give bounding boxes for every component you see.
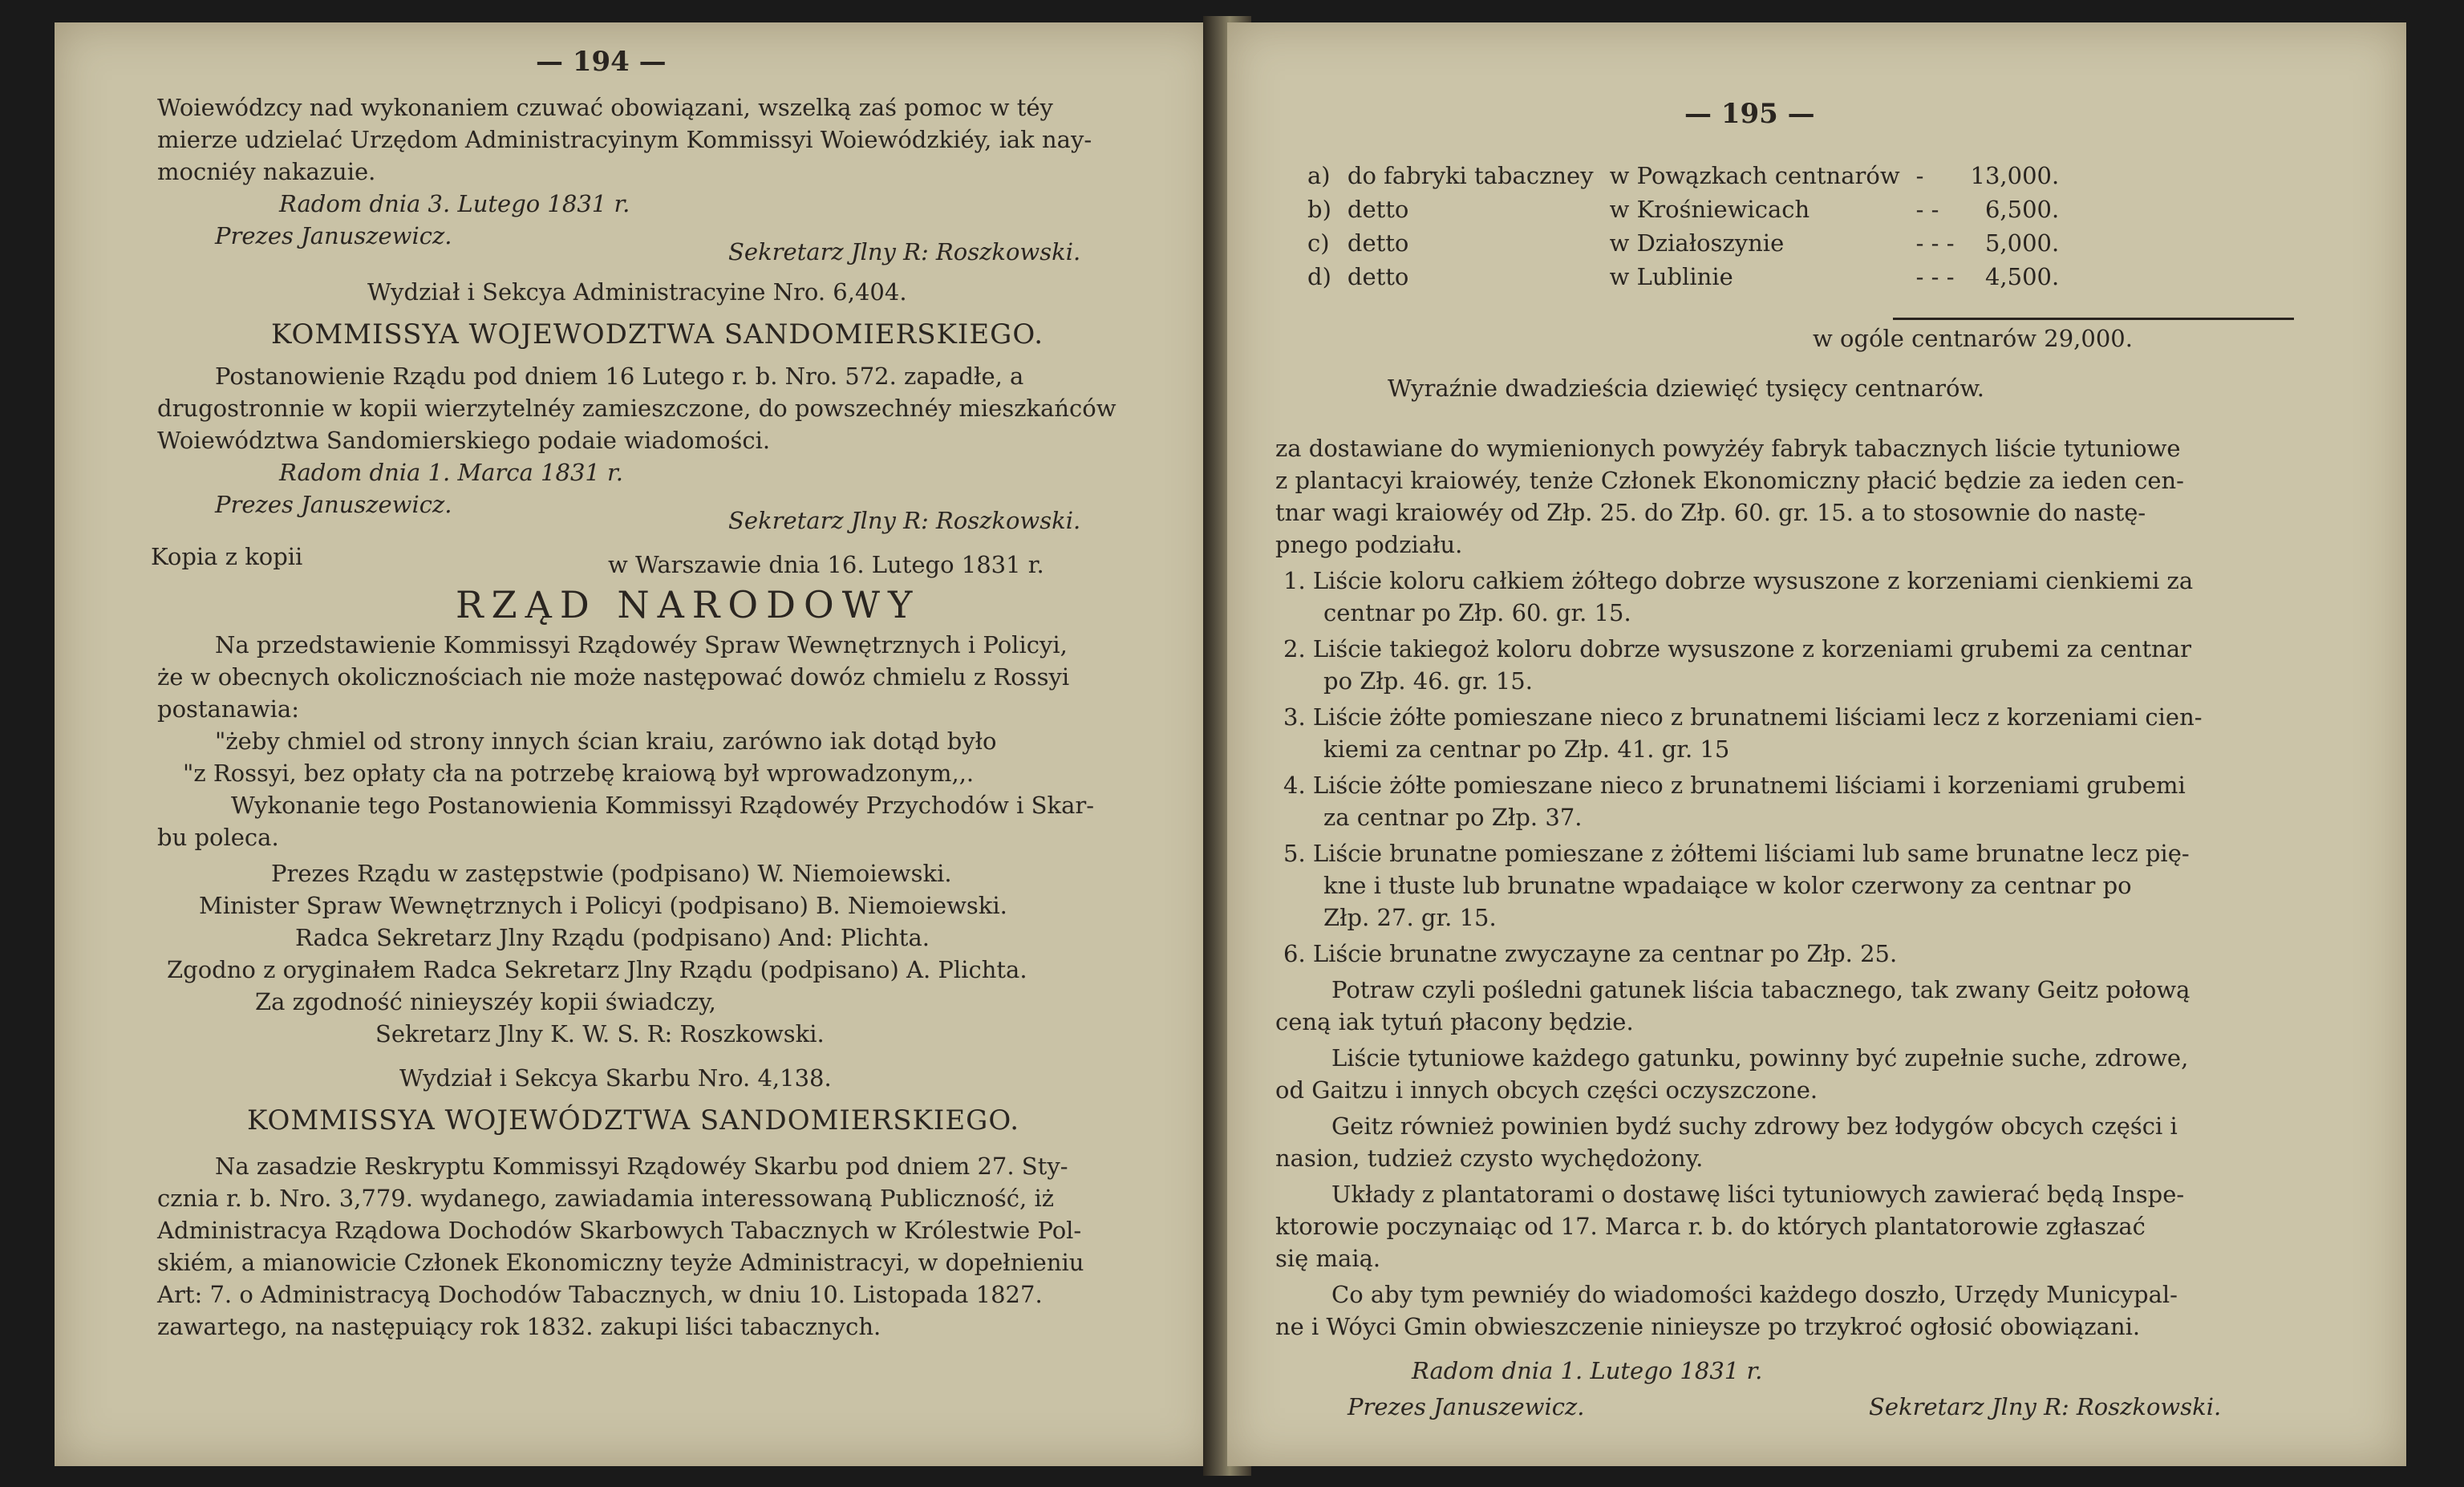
text-line: "z Rossyi, bez opłaty cła na potrzebę kraiową był wprowadzonym,,.	[183, 760, 975, 787]
table-row	[1299, 260, 2067, 294]
table-total: w ogóle centnarów 29,000.	[1813, 325, 2133, 352]
signature-date: Radom dnia 1. Marca 1831 r.	[279, 459, 623, 486]
list-item: 4. Liście żółte pomieszane nieco z brunatnemi liściami i korzeniami grubemi	[1283, 772, 2186, 799]
signer-line: Sekretarz Jlny K. W. S. R: Roszkowski.	[375, 1020, 825, 1047]
signer-line: Zgodno z oryginałem Radca Sekretarz Jlny Rządu (podpisano) A. Plichta.	[167, 956, 1027, 983]
text-line: mierze udzielać Urzędom Administracyinym Kommissyi Woiewódzkiéy, iak nay-	[157, 126, 1092, 153]
row-factory: do fabryki tabaczney	[1347, 162, 1594, 189]
text-line: postanawia:	[157, 695, 299, 723]
row-label: a)	[1307, 162, 1331, 189]
text-line: ne i Wóyci Gmin obwieszczenie ninieysze po trzykroć ogłosić obowiązani.	[1275, 1313, 2141, 1340]
table-row	[1299, 226, 2067, 260]
row-label: d)	[1307, 263, 1331, 290]
signature-prezes: Prezes Januszewicz.	[215, 222, 452, 249]
row-place: w Powązkach centnarów	[1609, 162, 1900, 189]
list-item: centnar po Złp. 60. gr. 15.	[1323, 599, 1631, 626]
table-row	[1299, 159, 2067, 192]
signer-line: Za zgodność ninieyszéy kopii świadczy,	[255, 988, 716, 1015]
signature-prezes: Prezes Januszewicz.	[1348, 1393, 1585, 1420]
signature-prezes: Prezes Januszewicz.	[215, 491, 452, 518]
text-line: że w obecnych okolicznościach nie może następować dowóz chmielu z Rossyi	[157, 663, 1070, 691]
section-heading: KOMMISSYA WOJEWÓDZTWA SANDOMIERSKIEGO.	[247, 1104, 1020, 1137]
left-page	[55, 22, 1218, 1466]
text-line: Administracya Rządowa Dochodów Skarbowych Tabacznych w Królestwie Pol-	[157, 1217, 1082, 1244]
delivery-table	[1299, 159, 2067, 294]
signature-date: Radom dnia 3. Lutego 1831 r.	[279, 190, 630, 217]
row-label: c)	[1307, 229, 1330, 257]
copy-note: Kopia z kopii	[151, 543, 303, 570]
section-number: Wydział i Sekcya Administracyine Nro. 6,404.	[367, 278, 907, 306]
text-line: ktorowie poczynaiąc od 17. Marca r. b. do których plantatorowie zgłaszać	[1275, 1213, 2146, 1240]
text-line: Woiewództwa Sandomierskiego podaie wiadomości.	[157, 427, 771, 454]
sum-rule	[1893, 318, 2294, 320]
text-line: Na przedstawienie Kommissyi Rządowéy Spraw Wewnętrznych i Policyi,	[215, 631, 1068, 658]
list-item: Złp. 27. gr. 15.	[1323, 904, 1497, 931]
row-dash: - - -	[1915, 263, 1955, 290]
row-factory: detto	[1347, 196, 1409, 223]
text-line: Liście tytuniowe każdego gatunku, powinny być zupełnie suche, zdrowe,	[1331, 1044, 2189, 1072]
list-item: 2. Liście takiegoż koloru dobrze wysuszone z korzeniami grubemi za centnar	[1283, 635, 2191, 662]
text-line: Układy z plantatorami o dostawę liści tytuniowych zawierać będą Inspe-	[1331, 1181, 2185, 1208]
signer-line: Minister Spraw Wewnętrznych i Policyi (podpisano) B. Niemoiewski.	[199, 892, 1007, 919]
row-place: w Lublinie	[1609, 263, 1733, 290]
text-line: "żeby chmiel od strony innych ścian kraiu, zarówno iak dotąd było	[215, 727, 997, 755]
text-line: od Gaitzu i innych obcych części oczyszczone.	[1275, 1076, 1818, 1104]
list-item: za centnar po Złp. 37.	[1323, 804, 1583, 831]
text-line: się maią.	[1275, 1245, 1381, 1272]
text-line: Co aby tym pewniéy do wiadomości każdego doszło, Urzędy Municypal-	[1331, 1281, 2178, 1308]
row-place: w Krośniewicach	[1609, 196, 1810, 223]
signature-date: Radom dnia 1. Lutego 1831 r.	[1412, 1357, 1763, 1384]
section-number: Wydział i Sekcya Skarbu Nro. 4,138.	[399, 1064, 832, 1092]
signature-sekretarz: Sekretarz Jlny R: Roszkowski.	[728, 238, 1081, 265]
text-line: Na zasadzie Reskryptu Kommissyi Rządowéy Skarbu pod dniem 27. Sty-	[215, 1153, 1068, 1180]
list-item: kiemi za centnar po Złp. 41. gr. 15	[1323, 735, 1730, 763]
row-dash: - - -	[1915, 229, 1955, 257]
text-line: skiém, a mianowicie Członek Ekonomiczny teyże Administracyi, w dopełnieniu	[157, 1249, 1084, 1276]
row-factory: detto	[1347, 263, 1409, 290]
text-line: nasion, tudzież czysto wychędożony.	[1275, 1145, 1704, 1172]
table-row	[1299, 192, 2067, 226]
section-heading: KOMMISSYA WOJEWODZTWA SANDOMIERSKIEGO.	[271, 318, 1044, 350]
page-number: — 195 —	[1684, 98, 1815, 130]
page-number: — 194 —	[536, 46, 667, 78]
text-line: cznia r. b. Nro. 3,779. wydanego, zawiadamia interessowaną Publiczność, iż	[157, 1185, 1055, 1212]
text-line: zawartego, na następuiący rok 1832. zakupi liści tabacznych.	[157, 1313, 881, 1340]
text-line: Woiewódzcy nad wykonaniem czuwać obowiązani, wszelką zaś pomoc w téy	[157, 94, 1053, 121]
text-line: tnar wagi kraiowéy od Złp. 25. do Złp. 60. gr. 15. a to stosownie do nastę-	[1275, 499, 2146, 526]
text-line: Potraw czyli pośledni gatunek liścia tabacznego, tak zwany Geitz połową	[1331, 976, 2190, 1003]
row-value: 13,000.	[1970, 162, 2060, 189]
place-date: w Warszawie dnia 16. Lutego 1831 r.	[608, 551, 1044, 578]
signer-line: Radca Sekretarz Jlny Rządu (podpisano) And: Plichta.	[295, 924, 930, 951]
right-page	[1227, 22, 2406, 1466]
list-item: 1. Liście koloru całkiem żółtego dobrze wysuszone z korzeniami cienkiemi za	[1283, 567, 2194, 594]
text-line: Art: 7. o Administracyą Dochodów Tabacznych, w dniu 10. Listopada 1827.	[157, 1281, 1043, 1308]
text-line: drugostronnie w kopii wierzytelnéy zamieszczone, do powszechnéy mieszkańców	[157, 395, 1116, 422]
list-item: 6. Liście brunatne zwyczayne za centnar po Złp. 25.	[1283, 940, 1898, 967]
list-item: po Złp. 46. gr. 15.	[1323, 667, 1533, 695]
row-value: 4,500.	[1984, 263, 2060, 290]
row-dash: - -	[1915, 196, 1939, 223]
row-place: w Działoszynie	[1609, 229, 1785, 257]
list-item: kne i tłuste lub brunatne wpadaiące w kolor czerwony za centnar po	[1323, 872, 2132, 899]
list-item: 3. Liście żółte pomieszane nieco z brunatnemi liściami lecz z korzeniami cien-	[1283, 703, 2203, 731]
signer-line: Prezes Rządu w zastępstwie (podpisano) W. Niemoiewski.	[271, 860, 952, 887]
text-line: Geitz również powinien bydź suchy zdrowy bez łodygów obcych części i	[1331, 1112, 2178, 1140]
row-label: b)	[1307, 196, 1331, 223]
text-line: Wykonanie tego Postanowienia Kommissyi Rządowéy Przychodów i Skar-	[231, 792, 1095, 819]
signature-sekretarz: Sekretarz Jlny R: Roszkowski.	[728, 507, 1081, 534]
text-line: za dostawiane do wymienionych powyżéy fabryk tabacznych liście tytuniowe	[1275, 435, 2181, 462]
government-heading: RZĄD NARODOWY	[456, 583, 921, 626]
total-in-words: Wyraźnie dwadzieścia dziewięć tysięcy centnarów.	[1388, 375, 1985, 402]
text-line: Postanowienie Rządu pod dniem 16 Lutego r. b. Nro. 572. zapadłe, a	[215, 363, 1024, 390]
text-line: z plantacyi kraiowéy, tenże Członek Ekonomiczny płacić będzie za ieden cen-	[1275, 467, 2184, 494]
row-value: 6,500.	[1984, 196, 2060, 223]
signature-sekretarz: Sekretarz Jlny R: Roszkowski.	[1869, 1393, 2222, 1420]
row-factory: detto	[1347, 229, 1409, 257]
text-line: pnego podziału.	[1275, 531, 1463, 558]
row-value: 5,000.	[1984, 229, 2060, 257]
text-line: bu poleca.	[157, 824, 279, 851]
text-line: mocniéy nakazuie.	[157, 158, 376, 185]
row-dash: -	[1915, 162, 1924, 189]
text-line: ceną iak tytuń płacony będzie.	[1275, 1008, 1634, 1035]
list-item: 5. Liście brunatne pomieszane z żółtemi liściami lub same brunatne lecz pię-	[1283, 840, 2190, 867]
